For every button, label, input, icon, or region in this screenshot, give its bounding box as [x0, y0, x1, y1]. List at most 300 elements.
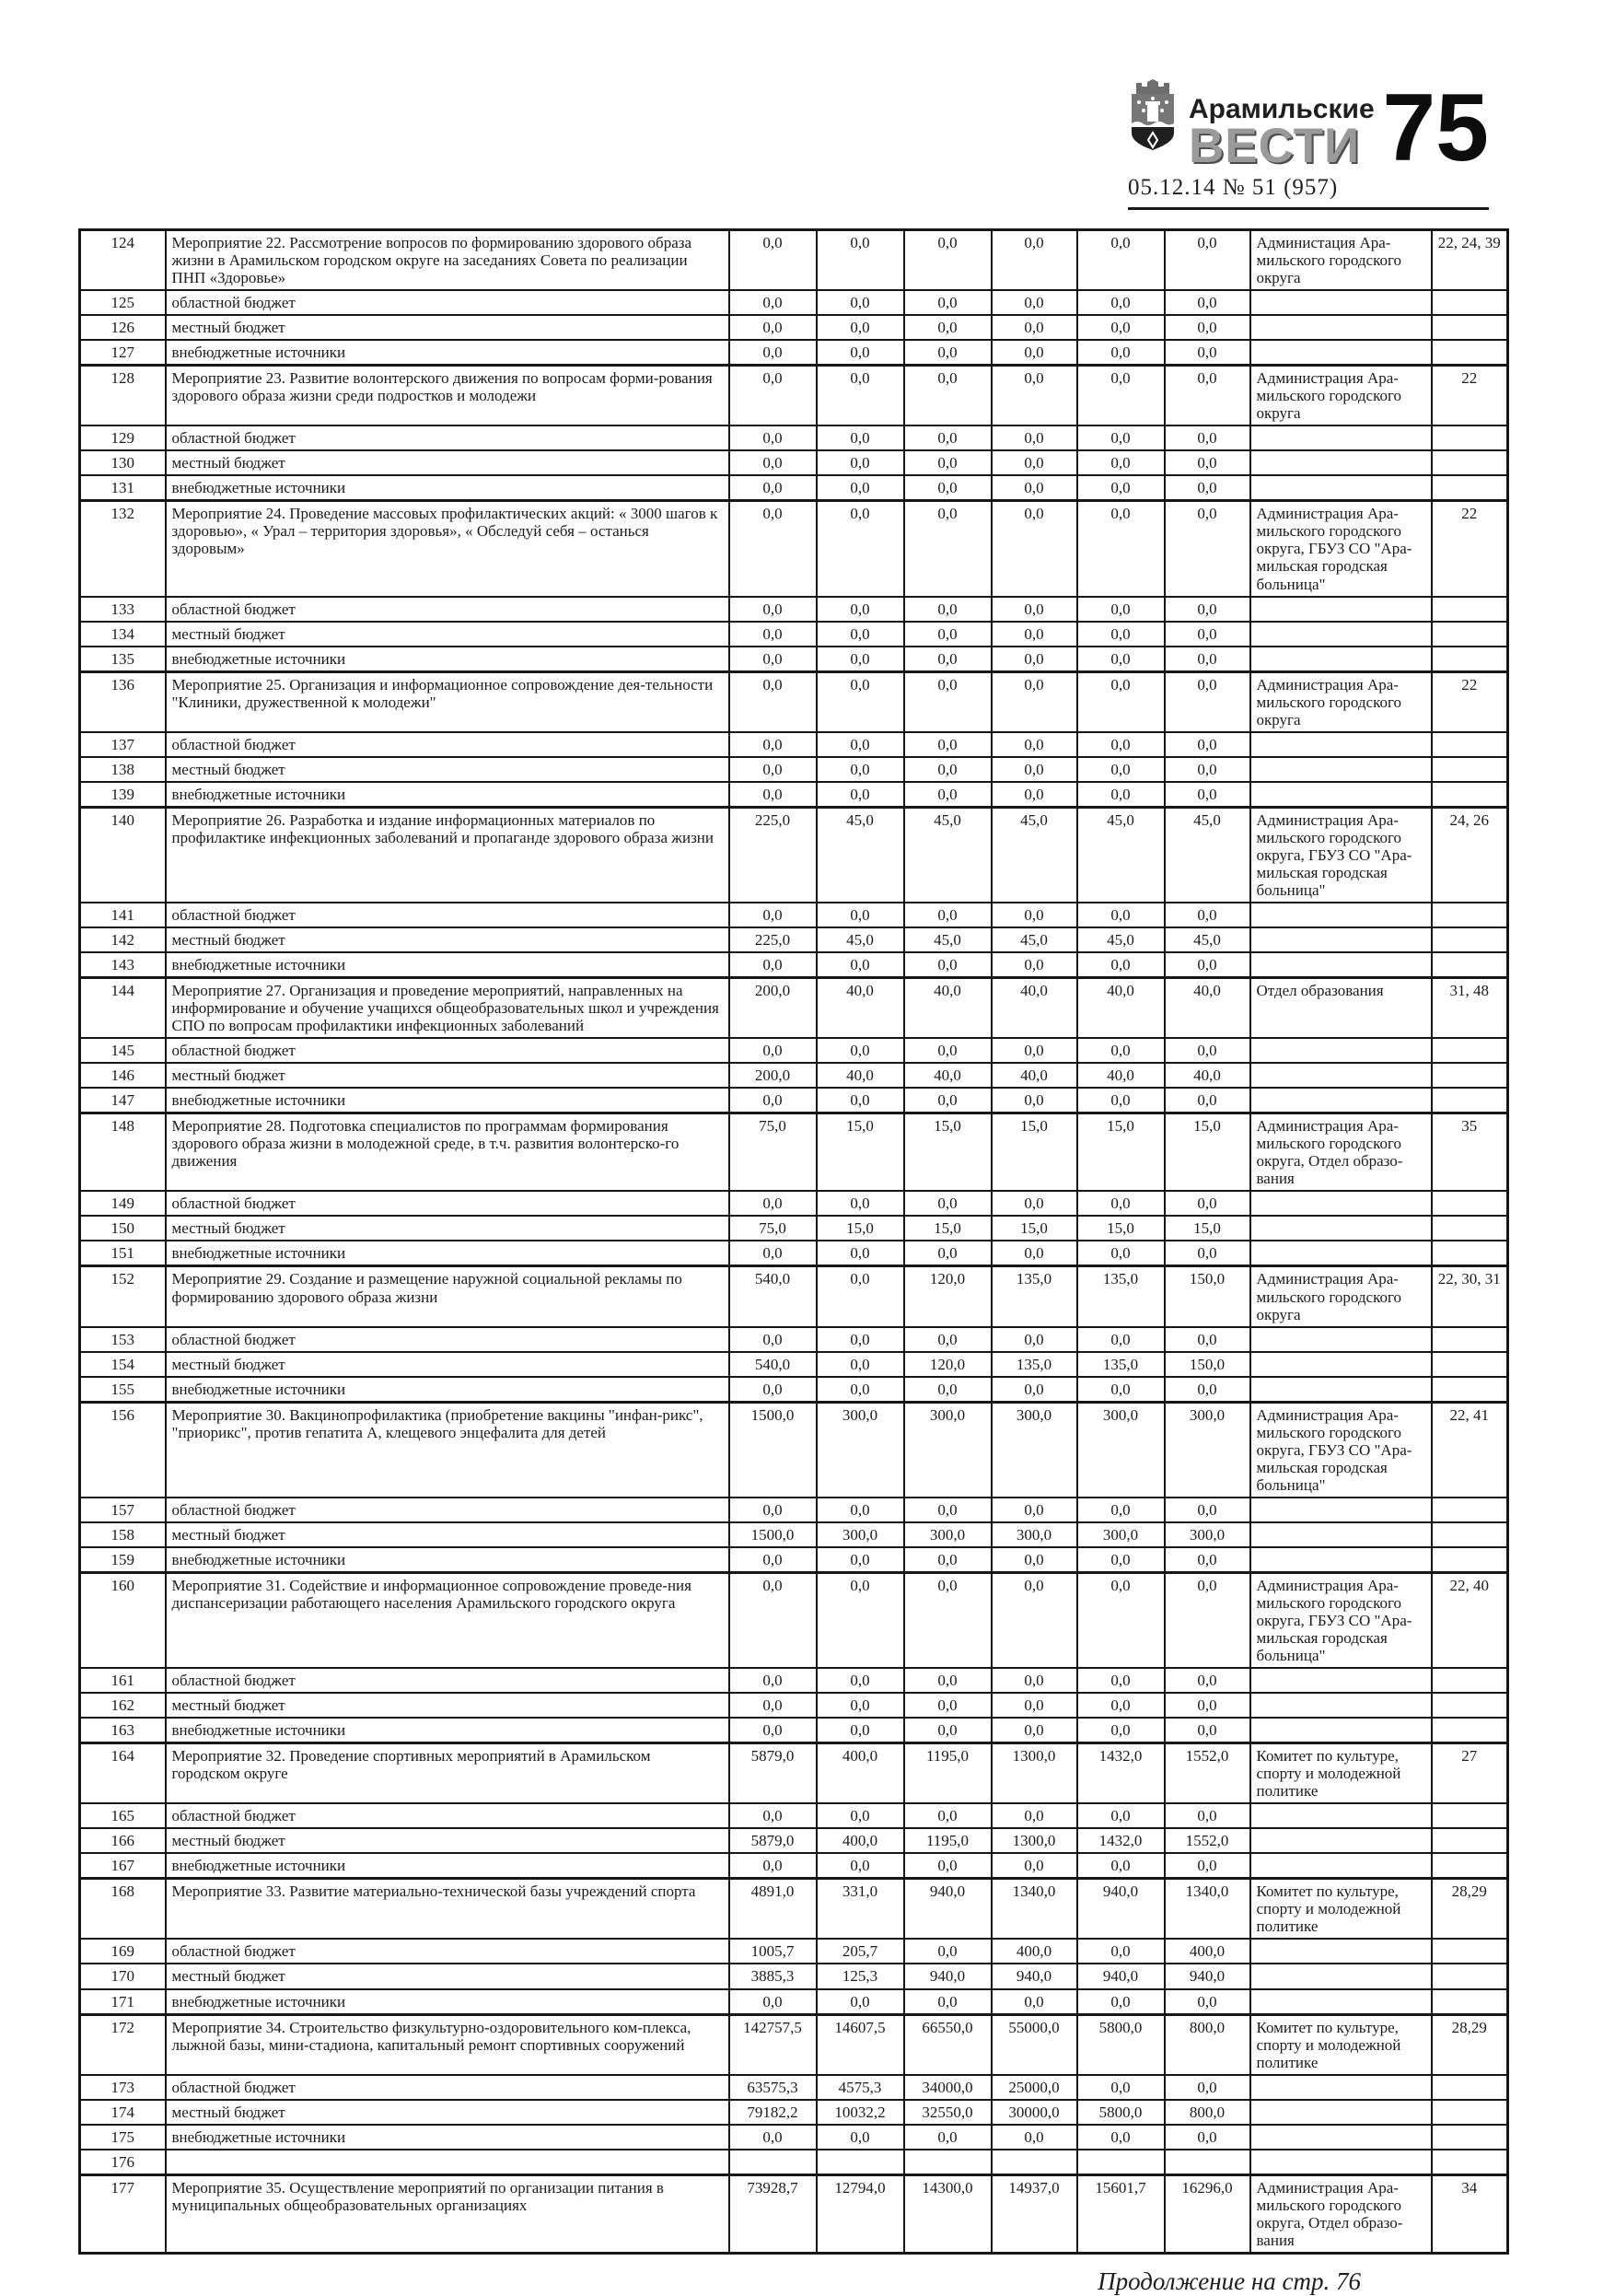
value-cell: 0,0: [904, 1718, 992, 1743]
responsible-org-cell: Администрация Ара-мильского городского округа, Отдел образо-вания: [1250, 1113, 1432, 1192]
target-ref-cell: [1432, 1038, 1508, 1063]
target-ref-cell: 34: [1432, 2174, 1508, 2253]
table-row: [80, 2150, 1508, 2175]
value-cell: 300,0: [817, 1402, 904, 1498]
target-ref-cell: [1432, 1547, 1508, 1573]
value-cell: 40,0: [1165, 1063, 1250, 1088]
value-cell: 0,0: [817, 952, 904, 978]
value-cell: 400,0: [817, 1828, 904, 1853]
value-cell: 5800,0: [1077, 2100, 1165, 2125]
value-cell: 0,0: [817, 1352, 904, 1377]
value-cell: 0,0: [992, 1038, 1077, 1063]
value-cell: 0,0: [817, 903, 904, 927]
value-cell: 0,0: [817, 475, 904, 501]
value-cell: 0,0: [992, 450, 1077, 475]
value-cell: 0,0: [1077, 622, 1165, 647]
description-cell: внебюджетные источники: [166, 952, 729, 978]
row-number-cell: 129: [80, 425, 166, 450]
value-cell: 0,0: [729, 366, 817, 426]
value-cell: 300,0: [904, 1402, 992, 1498]
value-cell: 0,0: [904, 1803, 992, 1828]
value-cell: 0,0: [1077, 1668, 1165, 1693]
value-cell: 0,0: [992, 903, 1077, 927]
value-cell: 0,0: [1077, 1327, 1165, 1352]
value-cell: 940,0: [904, 1879, 992, 1940]
value-cell: 400,0: [817, 1743, 904, 1804]
responsible-org-cell: [1250, 315, 1432, 340]
description-cell: областной бюджет: [166, 425, 729, 450]
value-cell: 0,0: [729, 1498, 817, 1522]
value-cell: 0,0: [904, 757, 992, 782]
table-row: [80, 1853, 1508, 1879]
value-cell: 0,0: [729, 1377, 817, 1403]
value-cell: 0,0: [1077, 952, 1165, 978]
target-ref-cell: [1432, 1522, 1508, 1547]
value-cell: 15,0: [992, 1216, 1077, 1241]
value-cell: 0,0: [1077, 732, 1165, 757]
value-cell: 135,0: [992, 1352, 1077, 1377]
description-cell: местный бюджет: [166, 1964, 729, 1988]
target-ref-cell: [1432, 1498, 1508, 1522]
value-cell: 0,0: [904, 1327, 992, 1352]
value-cell: 1500,0: [729, 1402, 817, 1498]
value-cell: 0,0: [729, 903, 817, 927]
measure-row: [80, 366, 1508, 426]
responsible-org-cell: [1250, 952, 1432, 978]
table-row: [80, 1547, 1508, 1573]
value-cell: 0,0: [729, 622, 817, 647]
responsible-org-cell: Администрация Ара-мильского городского округа: [1250, 1266, 1432, 1327]
value-cell: [1165, 2150, 1250, 2175]
description-cell: внебюджетные источники: [166, 475, 729, 501]
budget-table: [78, 228, 1509, 2255]
value-cell: 0,0: [904, 952, 992, 978]
description-cell: областной бюджет: [166, 597, 729, 622]
value-cell: 0,0: [904, 782, 992, 808]
value-cell: [1077, 2150, 1165, 2175]
row-number-cell: 176: [80, 2150, 166, 2175]
value-cell: 0,0: [817, 1572, 904, 1668]
target-ref-cell: [1432, 903, 1508, 927]
description-cell: внебюджетные источники: [166, 1088, 729, 1113]
value-cell: 1195,0: [904, 1743, 992, 1804]
value-cell: 0,0: [1077, 597, 1165, 622]
value-cell: 800,0: [1165, 2014, 1250, 2075]
value-cell: [729, 2150, 817, 2175]
value-cell: 0,0: [1165, 501, 1250, 597]
value-cell: 0,0: [992, 1718, 1077, 1743]
responsible-org-cell: Комитет по культуре, спорту и молодежной политике: [1250, 1879, 1432, 1940]
responsible-org-cell: [1250, 1522, 1432, 1547]
responsible-org-cell: [1250, 1216, 1432, 1241]
value-cell: 0,0: [729, 290, 817, 315]
value-cell: 66550,0: [904, 2014, 992, 2075]
measure-row: [80, 671, 1508, 732]
target-ref-cell: 27: [1432, 1743, 1508, 1804]
table-row: [80, 1063, 1508, 1088]
value-cell: 0,0: [817, 1989, 904, 2015]
value-cell: 142757,5: [729, 2014, 817, 2075]
responsible-org-cell: [1250, 622, 1432, 647]
value-cell: 0,0: [992, 671, 1077, 732]
value-cell: 1300,0: [992, 1743, 1077, 1804]
value-cell: 0,0: [1077, 290, 1165, 315]
target-ref-cell: [1432, 732, 1508, 757]
value-cell: 0,0: [904, 1191, 992, 1216]
row-number-cell: 134: [80, 622, 166, 647]
value-cell: 0,0: [729, 425, 817, 450]
value-cell: 0,0: [729, 340, 817, 366]
value-cell: 0,0: [992, 2125, 1077, 2150]
value-cell: 0,0: [817, 1038, 904, 1063]
value-cell: 300,0: [992, 1402, 1077, 1498]
value-cell: 1432,0: [1077, 1828, 1165, 1853]
value-cell: 45,0: [904, 927, 992, 952]
value-cell: 1005,7: [729, 1939, 817, 1964]
target-ref-cell: [1432, 1352, 1508, 1377]
value-cell: 0,0: [904, 2125, 992, 2150]
value-cell: 0,0: [992, 1572, 1077, 1668]
value-cell: 0,0: [904, 622, 992, 647]
value-cell: 0,0: [1165, 1989, 1250, 2015]
value-cell: 0,0: [904, 315, 992, 340]
value-cell: 400,0: [992, 1939, 1077, 1964]
value-cell: 14300,0: [904, 2174, 992, 2253]
target-ref-cell: [1432, 952, 1508, 978]
row-number-cell: 145: [80, 1038, 166, 1063]
row-number-cell: 164: [80, 1743, 166, 1804]
description-cell: внебюджетные источники: [166, 1241, 729, 1266]
responsible-org-cell: [1250, 1853, 1432, 1879]
table-row: [80, 1828, 1508, 1853]
value-cell: 15,0: [1077, 1113, 1165, 1192]
row-number-cell: 148: [80, 1113, 166, 1192]
value-cell: 0,0: [904, 450, 992, 475]
row-number-cell: 177: [80, 2174, 166, 2253]
value-cell: 0,0: [729, 315, 817, 340]
value-cell: 40,0: [904, 978, 992, 1039]
value-cell: 135,0: [992, 1266, 1077, 1327]
value-cell: 45,0: [1165, 927, 1250, 952]
value-cell: 0,0: [1165, 2075, 1250, 2100]
value-cell: 0,0: [1077, 1191, 1165, 1216]
value-cell: 0,0: [729, 1989, 817, 2015]
target-ref-cell: [1432, 1241, 1508, 1266]
description-cell: местный бюджет: [166, 1352, 729, 1377]
responsible-org-cell: Администрация Ара-мильского городского округа, ГБУЗ СО "Ара-мильская городская больница": [1250, 807, 1432, 903]
value-cell: 40,0: [992, 978, 1077, 1039]
responsible-org-cell: [1250, 1989, 1432, 2015]
description-cell: [166, 2150, 729, 2175]
value-cell: 15,0: [1165, 1216, 1250, 1241]
value-cell: 0,0: [1165, 290, 1250, 315]
target-ref-cell: [1432, 1377, 1508, 1403]
value-cell: 0,0: [1077, 1088, 1165, 1113]
responsible-org-cell: Отдел образования: [1250, 978, 1432, 1039]
value-cell: 0,0: [1077, 647, 1165, 672]
value-cell: 5879,0: [729, 1828, 817, 1853]
value-cell: 0,0: [817, 671, 904, 732]
issue-date-line: 05.12.14 № 51 (957): [1128, 175, 1339, 201]
description-cell: Мероприятие 34. Строительство физкультурно-оздоровительного ком-плекса, лыжной базы, мини-стадиона, капитальный ремонт спортивных сооружений: [166, 2014, 729, 2075]
value-cell: 0,0: [992, 1853, 1077, 1879]
target-ref-cell: [1432, 782, 1508, 808]
responsible-org-cell: [1250, 2125, 1432, 2150]
responsible-org-cell: [1250, 1088, 1432, 1113]
table-row: [80, 2125, 1508, 2150]
value-cell: 14607,5: [817, 2014, 904, 2075]
target-ref-cell: [1432, 597, 1508, 622]
row-number-cell: 126: [80, 315, 166, 340]
responsible-org-cell: Администрация Ара-мильского городского округа, ГБУЗ СО "Ара-мильская городская больница": [1250, 501, 1432, 597]
value-cell: 0,0: [1165, 1377, 1250, 1403]
value-cell: 15601,7: [1077, 2174, 1165, 2253]
target-ref-cell: [1432, 1828, 1508, 1853]
value-cell: 0,0: [817, 290, 904, 315]
row-number-cell: 170: [80, 1964, 166, 1988]
value-cell: 940,0: [1077, 1964, 1165, 1988]
row-number-cell: 124: [80, 230, 166, 291]
value-cell: 0,0: [1077, 1803, 1165, 1828]
value-cell: 0,0: [729, 1572, 817, 1668]
value-cell: 15,0: [1165, 1113, 1250, 1192]
value-cell: 300,0: [1165, 1522, 1250, 1547]
description-cell: внебюджетные источники: [166, 2125, 729, 2150]
value-cell: 0,0: [992, 230, 1077, 291]
target-ref-cell: [1432, 315, 1508, 340]
target-ref-cell: [1432, 1088, 1508, 1113]
value-cell: 0,0: [992, 732, 1077, 757]
value-cell: 0,0: [1165, 732, 1250, 757]
responsible-org-cell: [1250, 2100, 1432, 2125]
value-cell: 0,0: [1165, 425, 1250, 450]
value-cell: 0,0: [1165, 1693, 1250, 1718]
value-cell: 0,0: [904, 671, 992, 732]
table-row: [80, 340, 1508, 366]
value-cell: 0,0: [817, 1718, 904, 1743]
target-ref-cell: 22: [1432, 366, 1508, 426]
row-number-cell: 144: [80, 978, 166, 1039]
row-number-cell: 137: [80, 732, 166, 757]
value-cell: 45,0: [904, 807, 992, 903]
value-cell: 40,0: [817, 978, 904, 1039]
value-cell: 940,0: [1165, 1964, 1250, 1988]
value-cell: 45,0: [1165, 807, 1250, 903]
target-ref-cell: 22, 30, 31: [1432, 1266, 1508, 1327]
value-cell: 0,0: [817, 757, 904, 782]
target-ref-cell: [1432, 450, 1508, 475]
description-cell: внебюджетные источники: [166, 340, 729, 366]
value-cell: 0,0: [904, 290, 992, 315]
target-ref-cell: 28,29: [1432, 2014, 1508, 2075]
responsible-org-cell: [1250, 1803, 1432, 1828]
value-cell: 0,0: [904, 1853, 992, 1879]
responsible-org-cell: [1250, 1327, 1432, 1352]
description-cell: местный бюджет: [166, 1216, 729, 1241]
value-cell: 0,0: [729, 597, 817, 622]
row-number-cell: 138: [80, 757, 166, 782]
measure-row: [80, 1572, 1508, 1668]
value-cell: 0,0: [1165, 315, 1250, 340]
value-cell: [992, 2150, 1077, 2175]
responsible-org-cell: [1250, 290, 1432, 315]
row-number-cell: 158: [80, 1522, 166, 1547]
responsible-org-cell: [1250, 2075, 1432, 2100]
value-cell: 0,0: [729, 1853, 817, 1879]
value-cell: 0,0: [904, 425, 992, 450]
table-row: [80, 757, 1508, 782]
page-content: [78, 228, 1506, 2296]
measure-row: [80, 1113, 1508, 1192]
value-cell: 331,0: [817, 1879, 904, 1940]
value-cell: 540,0: [729, 1266, 817, 1327]
target-ref-cell: 22, 40: [1432, 1572, 1508, 1668]
value-cell: 0,0: [817, 597, 904, 622]
table-row: [80, 315, 1508, 340]
value-cell: 0,0: [729, 952, 817, 978]
value-cell: 0,0: [1077, 1853, 1165, 1879]
table-row: [80, 952, 1508, 978]
row-number-cell: 163: [80, 1718, 166, 1743]
value-cell: 0,0: [1077, 1939, 1165, 1964]
value-cell: 0,0: [904, 1241, 992, 1266]
value-cell: 0,0: [817, 230, 904, 291]
value-cell: 0,0: [992, 1377, 1077, 1403]
value-cell: 0,0: [729, 1547, 817, 1573]
value-cell: 0,0: [729, 757, 817, 782]
measure-row: [80, 501, 1508, 597]
target-ref-cell: 31, 48: [1432, 978, 1508, 1039]
value-cell: 0,0: [904, 647, 992, 672]
table-row: [80, 647, 1508, 672]
value-cell: 0,0: [904, 1668, 992, 1693]
row-number-cell: 132: [80, 501, 166, 597]
description-cell: Мероприятие 30. Вакцинопрофилактика (приобретение вакцины "инфан-рикс", "приорикс", против гепатита А, клещевого энцефалита для детей: [166, 1402, 729, 1498]
row-number-cell: 154: [80, 1352, 166, 1377]
value-cell: 0,0: [904, 1088, 992, 1113]
responsible-org-cell: [1250, 1377, 1432, 1403]
value-cell: 0,0: [729, 501, 817, 597]
value-cell: 0,0: [1077, 782, 1165, 808]
table-row: [80, 290, 1508, 315]
target-ref-cell: [1432, 1853, 1508, 1879]
value-cell: 1195,0: [904, 1828, 992, 1853]
value-cell: 34000,0: [904, 2075, 992, 2100]
value-cell: 10032,2: [817, 2100, 904, 2125]
value-cell: 0,0: [992, 1547, 1077, 1573]
value-cell: 0,0: [729, 782, 817, 808]
value-cell: 0,0: [992, 501, 1077, 597]
responsible-org-cell: [1250, 1038, 1432, 1063]
row-number-cell: 172: [80, 2014, 166, 2075]
value-cell: 40,0: [1165, 978, 1250, 1039]
target-ref-cell: [1432, 1693, 1508, 1718]
responsible-org-cell: [1250, 2150, 1432, 2175]
value-cell: 0,0: [1165, 757, 1250, 782]
description-cell: внебюджетные источники: [166, 1989, 729, 2015]
row-number-cell: 143: [80, 952, 166, 978]
value-cell: 0,0: [992, 757, 1077, 782]
value-cell: 0,0: [729, 1191, 817, 1216]
value-cell: 0,0: [729, 1803, 817, 1828]
value-cell: 15,0: [817, 1113, 904, 1192]
value-cell: 0,0: [1077, 1989, 1165, 2015]
responsible-org-cell: [1250, 1939, 1432, 1964]
value-cell: 200,0: [729, 1063, 817, 1088]
value-cell: 0,0: [992, 1498, 1077, 1522]
value-cell: 0,0: [904, 1989, 992, 2015]
value-cell: 30000,0: [992, 2100, 1077, 2125]
row-number-cell: 135: [80, 647, 166, 672]
value-cell: 0,0: [992, 1241, 1077, 1266]
description-cell: областной бюджет: [166, 1939, 729, 1964]
value-cell: 0,0: [1077, 671, 1165, 732]
table-row: [80, 732, 1508, 757]
table-row: [80, 1352, 1508, 1377]
responsible-org-cell: [1250, 903, 1432, 927]
target-ref-cell: [1432, 1939, 1508, 1964]
description-cell: Мероприятие 31. Содействие и информационное сопровождение проведе-ния диспансеризации работающего населения Арамильского городского округа: [166, 1572, 729, 1668]
value-cell: 0,0: [729, 1718, 817, 1743]
target-ref-cell: [1432, 1718, 1508, 1743]
table-row: [80, 1377, 1508, 1403]
measure-row: [80, 1402, 1508, 1498]
value-cell: 0,0: [729, 1088, 817, 1113]
row-number-cell: 125: [80, 290, 166, 315]
value-cell: 0,0: [1165, 1718, 1250, 1743]
description-cell: Мероприятие 26. Разработка и издание информационных материалов по профилактике инфекционных заболеваний и пропаганде здорового образа жизни: [166, 807, 729, 903]
description-cell: Мероприятие 24. Проведение массовых профилактических акций: « 3000 шагов к здоровью», « Урал – территория здоровья», « Обследуй себя – останься здоровым»: [166, 501, 729, 597]
description-cell: Мероприятие 23. Развитие волонтерского движения по вопросам форми-рования здорового образа жизни среди подростков и молодежи: [166, 366, 729, 426]
description-cell: внебюджетные источники: [166, 1853, 729, 1879]
value-cell: 0,0: [817, 732, 904, 757]
value-cell: 0,0: [1077, 450, 1165, 475]
table-row: [80, 927, 1508, 952]
description-cell: местный бюджет: [166, 757, 729, 782]
target-ref-cell: [1432, 425, 1508, 450]
table-row: [80, 1327, 1508, 1352]
target-ref-cell: 22: [1432, 501, 1508, 597]
value-cell: 15,0: [904, 1216, 992, 1241]
value-cell: 0,0: [1165, 1668, 1250, 1693]
value-cell: 32550,0: [904, 2100, 992, 2125]
description-cell: областной бюджет: [166, 2075, 729, 2100]
row-number-cell: 130: [80, 450, 166, 475]
value-cell: 0,0: [817, 340, 904, 366]
value-cell: 0,0: [992, 366, 1077, 426]
value-cell: 0,0: [817, 622, 904, 647]
row-number-cell: 157: [80, 1498, 166, 1522]
row-number-cell: 166: [80, 1828, 166, 1853]
value-cell: 0,0: [992, 1668, 1077, 1693]
measure-row: [80, 2014, 1508, 2075]
masthead-top-title: Арамильские: [1189, 94, 1375, 124]
responsible-org-cell: Комитет по культуре, спорту и молодежной политике: [1250, 1743, 1432, 1804]
target-ref-cell: 24, 26: [1432, 807, 1508, 903]
responsible-org-cell: [1250, 927, 1432, 952]
value-cell: 300,0: [1165, 1402, 1250, 1498]
target-ref-cell: [1432, 1964, 1508, 1988]
value-cell: 0,0: [992, 475, 1077, 501]
value-cell: 4575,3: [817, 2075, 904, 2100]
target-ref-cell: 35: [1432, 1113, 1508, 1192]
value-cell: 0,0: [1165, 671, 1250, 732]
description-cell: областной бюджет: [166, 1038, 729, 1063]
table-row: [80, 425, 1508, 450]
value-cell: 0,0: [1077, 1241, 1165, 1266]
target-ref-cell: 22: [1432, 671, 1508, 732]
responsible-org-cell: [1250, 1547, 1432, 1573]
